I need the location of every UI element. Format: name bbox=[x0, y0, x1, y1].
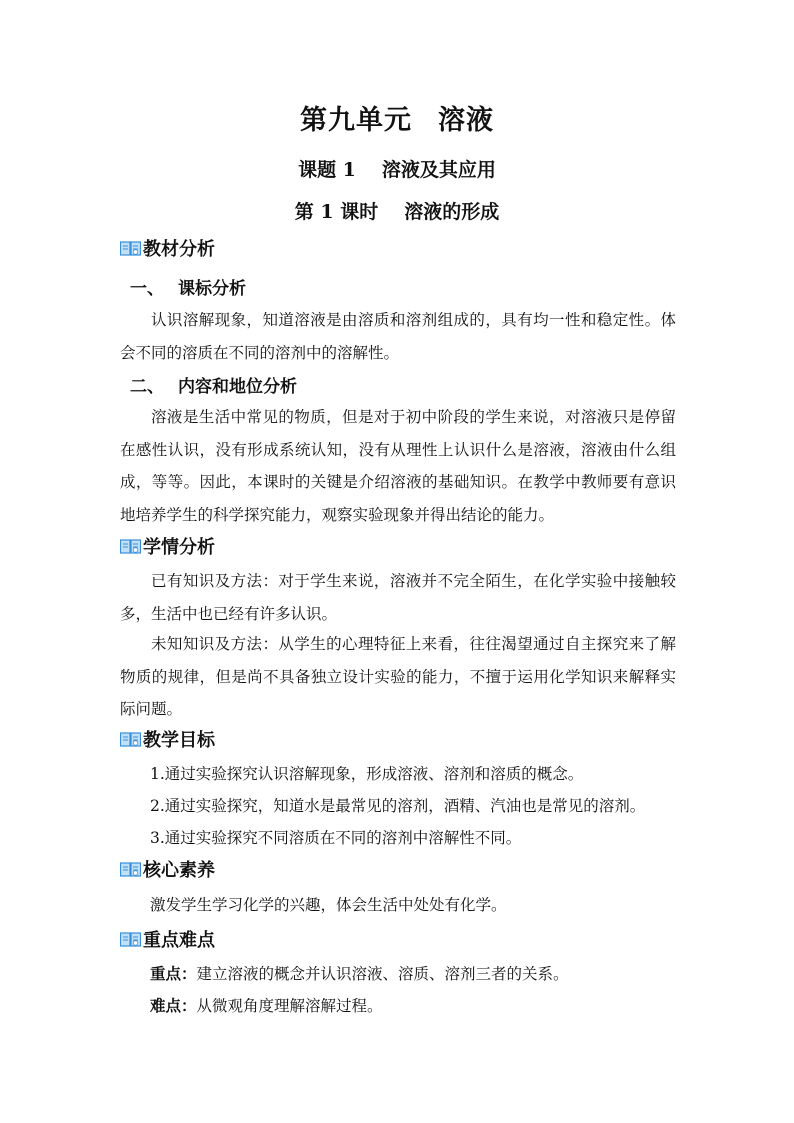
paragraph-unknown-knowledge: 未知知识及方法：从学生的心理特征上来看，往往渴望通过自主探究来了解物质的规律，但是尚不具备独立设计实验的能力，不擅于运用化学知识来解释实际问题。 bbox=[120, 635, 676, 718]
book-icon bbox=[120, 931, 141, 948]
section-heading-textbook-analysis: 教材分析 bbox=[120, 236, 215, 260]
topic-title: 课题 1 溶液及其应用 bbox=[298, 159, 496, 181]
section-heading-key-points: 重点难点 bbox=[120, 927, 215, 951]
paragraph-content-position: 溶液是生活中常见的物质，但是对于初中阶段的学生来说，对溶液只是停留在感性认识，没有形成系统认知，没有从理性上认识什么是溶液，溶液由什么组成，等等。因此，本课时的关键是介绍溶液的基础知识。在教学中教师要有意识地培养学生的科学探究能力，观察实验现象并得出结论的能力。 bbox=[120, 408, 676, 524]
list-item: 3.通过实验探究不同溶质在不同的溶剂中溶解性不同。 bbox=[150, 829, 522, 847]
paragraph-known-knowledge: 已有知识及方法：对于学生来说，溶液并不完全陌生，在化学实验中接触较多，生活中也已经有许多认识。 bbox=[120, 572, 676, 623]
subheading-content-position: 二、 内容和地位分析 bbox=[130, 377, 297, 397]
section-heading-student-analysis: 学情分析 bbox=[120, 534, 215, 558]
paragraph-curriculum: 认识溶解现象，知道溶液是由溶质和溶剂组成的，具有均一性和稳定性。体会不同的溶质在不同的溶剂中的溶解性。 bbox=[120, 311, 676, 362]
paragraph-core-literacy: 激发学生学习化学的兴趣，体会生活中处处有化学。 bbox=[150, 896, 507, 914]
difficulty-line: 难点：从微观角度理解溶解过程。 bbox=[150, 996, 383, 1015]
book-icon bbox=[120, 240, 141, 257]
book-icon bbox=[120, 861, 141, 878]
book-icon bbox=[120, 731, 141, 748]
subheading-curriculum: 一、 课标分析 bbox=[130, 279, 246, 299]
list-item: 2.通过实验探究，知道水是最常见的溶剂，酒精、汽油也是常见的溶剂。 bbox=[150, 797, 646, 815]
section-heading-core-literacy: 核心素养 bbox=[120, 857, 215, 881]
book-icon bbox=[120, 538, 141, 555]
lesson-title: 第 1 课时 溶液的形成 bbox=[294, 201, 500, 223]
key-point-line: 重点：建立溶液的概念并认识溶液、溶质、溶剂三者的关系。 bbox=[150, 964, 569, 983]
section-heading-teaching-goals: 教学目标 bbox=[120, 727, 215, 751]
unit-title: 第九单元 溶液 bbox=[300, 105, 494, 136]
list-item: 1.通过实验探究认识溶解现象，形成溶液、溶剂和溶质的概念。 bbox=[150, 765, 584, 783]
